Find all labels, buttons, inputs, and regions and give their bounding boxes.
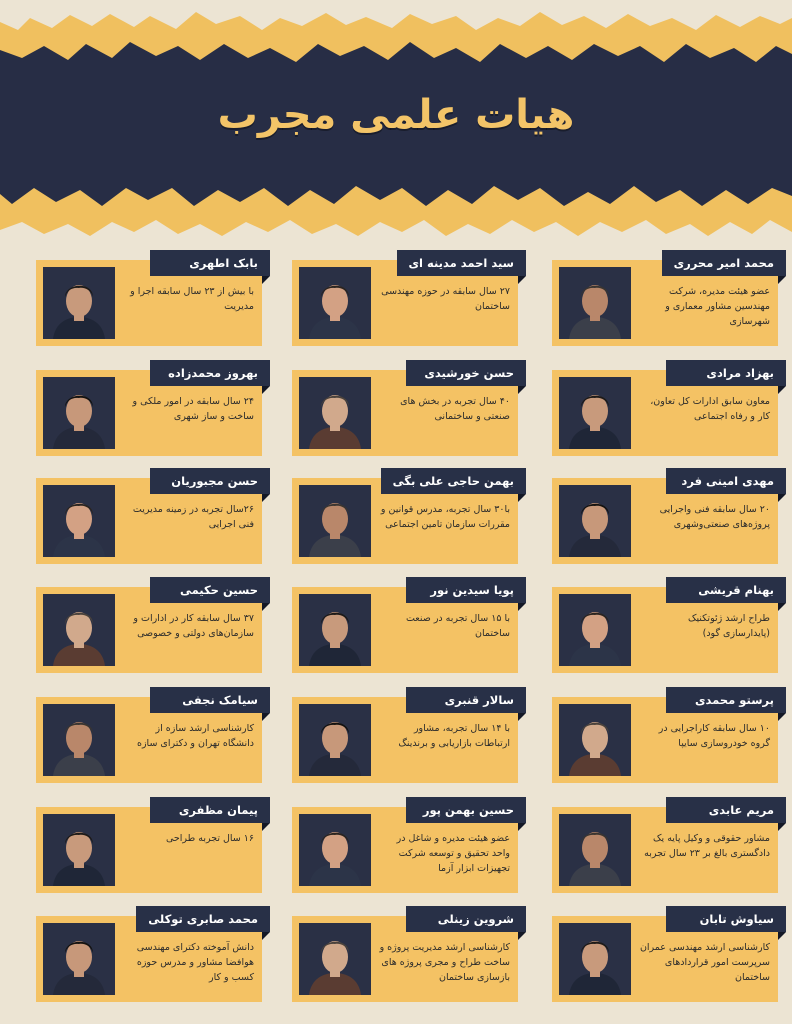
member-description: معاون سابق ادارات کل تعاون، کار و رفاه اجتماعی (650, 396, 770, 422)
member-description: کارشناسی ارشد مدیریت پروژه و ساخت طراح و مجری پروژه های بازسازی ساختمان (379, 942, 510, 983)
ribbon-fold (262, 276, 270, 284)
member-description: کارشناسی ارشد سازه از دانشگاه تهران و دکترای سازه (136, 723, 254, 749)
ribbon-fold (778, 713, 786, 721)
ribbon-fold (518, 713, 526, 721)
portrait-photo (559, 923, 631, 995)
ribbon-fold (518, 276, 526, 284)
portrait-photo (559, 594, 631, 666)
faculty-card (552, 256, 778, 346)
faculty-card (36, 366, 262, 456)
ribbon-fold (518, 823, 526, 831)
member-description: طراح ارشد ژئوتکنیک (پایدارسازی گود) (687, 613, 770, 639)
member-name: بابک اطهری (150, 250, 270, 276)
member-name: پیمان مظفری (150, 797, 270, 823)
ribbon-fold (778, 603, 786, 611)
member-name: محمد صابری توکلی (136, 906, 270, 932)
ribbon-fold (262, 603, 270, 611)
member-description: ۲۷ سال سابقه در حوزه مهندسی ساختمان (381, 286, 510, 312)
faculty-card (36, 474, 262, 564)
member-name: حسین حکیمی (150, 577, 270, 603)
faculty-card (292, 474, 518, 564)
member-description: ۲۶سال تجربه در زمینه مدیریت فنی اجرایی (132, 504, 254, 530)
ribbon-fold (518, 932, 526, 940)
ribbon-fold (778, 276, 786, 284)
faculty-card (552, 693, 778, 783)
member-description: دانش آموخته دکترای مهندسی هوافضا مشاور و مدرس حوزه کسب و کار (136, 942, 254, 983)
ribbon-fold (518, 494, 526, 502)
member-name: مهدی امینی فرد (666, 468, 786, 494)
member-description: با ۱۴ سال تجربه، مشاور ارتباطات بازاریابی و برندینگ (398, 723, 510, 749)
ribbon-fold (262, 823, 270, 831)
portrait-photo (43, 377, 115, 449)
member-name: سیامک نجفی (150, 687, 270, 713)
member-description: عضو هیئت مدیره، شرکت مهندسین مشاور معماری و شهرسازی (665, 286, 770, 327)
ribbon-fold (262, 932, 270, 940)
faculty-card (292, 256, 518, 346)
member-name: پرستو محمدی (666, 687, 786, 713)
faculty-card (292, 803, 518, 893)
faculty-card (552, 912, 778, 1002)
portrait-photo (43, 923, 115, 995)
faculty-card (292, 366, 518, 456)
member-name: بهزاد مرادی (666, 360, 786, 386)
ribbon-fold (778, 823, 786, 831)
portrait-photo (299, 814, 371, 886)
portrait-photo (43, 267, 115, 339)
member-name: شروین زینلی (406, 906, 526, 932)
portrait-photo (559, 377, 631, 449)
faculty-card (292, 583, 518, 673)
member-description: عضو هیئت مدیره و شاغل در واحد تحقیق و توسعه شرکت تجهیزات ابزار آزما (396, 833, 510, 874)
faculty-card (36, 583, 262, 673)
member-name: مریم عابدی (666, 797, 786, 823)
member-description: ۴۰ سال تجربه در بخش های صنعتی و ساختمانی (400, 396, 510, 422)
portrait-photo (43, 485, 115, 557)
page-title: هیات علمی مجرب (217, 92, 575, 138)
member-name: حسین بهمن پور (406, 797, 526, 823)
member-name: سیاوش تابان (666, 906, 786, 932)
member-name: بهنام قریشی (666, 577, 786, 603)
portrait-photo (559, 267, 631, 339)
member-name: حسن مجبوریان (150, 468, 270, 494)
member-description: ۲۰ سال سابقه فنی واجرایی پروژه‌های صنعتی‌وشهری (659, 504, 770, 530)
ribbon-fold (778, 932, 786, 940)
ribbon-fold (262, 713, 270, 721)
portrait-photo (43, 814, 115, 886)
faculty-card (36, 693, 262, 783)
faculty-card (552, 366, 778, 456)
faculty-card (36, 256, 262, 346)
portrait-photo (559, 814, 631, 886)
ribbon-fold (778, 494, 786, 502)
member-name: بهروز محمدزاده (150, 360, 270, 386)
faculty-card (292, 912, 518, 1002)
portrait-photo (299, 377, 371, 449)
member-name: پویا سیدین نور (406, 577, 526, 603)
ribbon-fold (518, 386, 526, 394)
member-description: ۱۰ سال سابقه کاراجرایی در گروه خودروسازی سایپا (658, 723, 770, 749)
portrait-photo (299, 923, 371, 995)
member-name: محمد امیر محرری (662, 250, 786, 276)
member-description: ۱۶ سال تجربه طراحی (165, 833, 254, 844)
member-name: سید احمد مدینه ای (397, 250, 526, 276)
member-name: بهمن حاجی علی بگی (381, 468, 526, 494)
faculty-card (36, 912, 262, 1002)
member-description: با بیش از ۲۳ سال سابقه اجرا و مدیریت (130, 286, 254, 312)
portrait-photo (299, 267, 371, 339)
ribbon-fold (262, 386, 270, 394)
portrait-photo (299, 704, 371, 776)
member-description: با۳۰ سال تجربه، مدرس قوانین و مقررات سازمان تامین اجتماعی (380, 504, 510, 530)
portrait-photo (299, 485, 371, 557)
faculty-card (552, 803, 778, 893)
member-description: مشاور حقوقی و وکیل پایه یک دادگستری بالغ بر ۲۳ سال تجربه (644, 833, 770, 859)
faculty-card (36, 803, 262, 893)
portrait-photo (559, 485, 631, 557)
portrait-photo (299, 594, 371, 666)
member-description: با ۱۵ سال تجربه در صنعت ساختمان (405, 613, 510, 639)
portrait-photo (559, 704, 631, 776)
portrait-photo (43, 594, 115, 666)
member-description: کارشناسی ارشد مهندسی عمران سرپرست امور قراردادهای ساختمان (639, 942, 770, 983)
member-name: حسن خورشیدی (406, 360, 526, 386)
faculty-card (552, 583, 778, 673)
member-description: ۲۴ سال سابقه در امور ملکی و ساخت و ساز شهری (132, 396, 254, 422)
portrait-photo (43, 704, 115, 776)
header-banner (0, 0, 792, 240)
ribbon-fold (778, 386, 786, 394)
member-name: سالار قنبری (406, 687, 526, 713)
member-description: ۳۷ سال سابقه کار در ادارات و سازمان‌های دولتی و خصوصی (133, 613, 254, 639)
faculty-card (552, 474, 778, 564)
ribbon-fold (262, 494, 270, 502)
faculty-card (292, 693, 518, 783)
ribbon-fold (518, 603, 526, 611)
